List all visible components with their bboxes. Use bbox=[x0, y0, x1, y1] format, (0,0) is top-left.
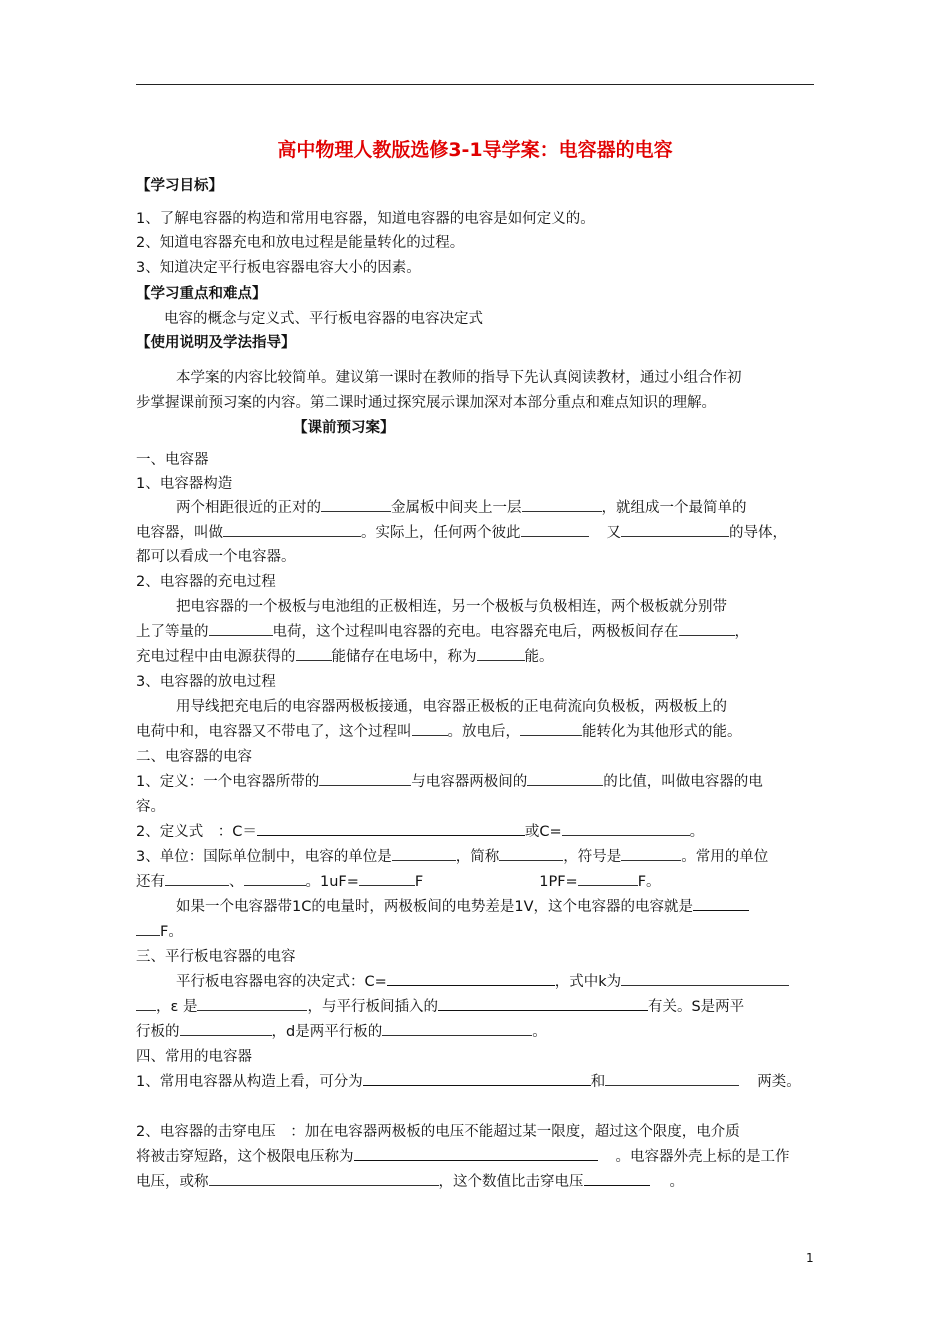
goal-item: 3、知道决定平行板电容器电容大小的因素。 bbox=[136, 260, 421, 276]
section-2-heading: 二、电容器的电容 bbox=[136, 749, 252, 765]
paragraph-line: 2、电容器的击穿电压 ：加在电容器两极板的电压不能超过某一限度，超过这个限度，电介质 bbox=[136, 1124, 740, 1140]
blank[interactable] bbox=[359, 871, 415, 886]
text: 电荷中和，电容器又不带电了，这个过程叫 bbox=[136, 724, 412, 740]
blank[interactable] bbox=[319, 771, 411, 786]
paragraph-line: 把电容器的一个极板与电池组的正极相连，另一个极板与负极相连，两个极板就分别带 bbox=[176, 599, 727, 615]
preview-heading: 【课前预习案】 bbox=[293, 420, 395, 436]
document-title: 高中物理人教版选修3-1导学案：电容器的电容 bbox=[277, 139, 673, 161]
text: 有关。S是两平 bbox=[647, 999, 745, 1015]
text: 、 bbox=[229, 874, 244, 890]
blank[interactable] bbox=[382, 1021, 532, 1036]
paragraph-line bbox=[176, 896, 816, 918]
text: ，式中k为 bbox=[554, 974, 622, 990]
blank[interactable] bbox=[223, 522, 361, 537]
text: 两个相距很近的正对的 bbox=[176, 500, 321, 516]
usage-line: 步掌握课前预习案的内容。第二课时通过探究展示课加深对本部分重点和难点知识的理解。 bbox=[136, 395, 716, 411]
goals-heading: 【学习目标】 bbox=[136, 178, 223, 194]
text: ，这个数值比击穿电压 bbox=[438, 1174, 584, 1190]
text: 和 bbox=[590, 1074, 606, 1090]
text: 能转化为其他形式的能。 bbox=[582, 724, 742, 740]
text: 或C= bbox=[524, 824, 562, 840]
blank[interactable] bbox=[438, 996, 648, 1011]
text: F。 bbox=[637, 874, 661, 890]
text: ，就组成一个最简单的 bbox=[601, 500, 747, 516]
blank[interactable] bbox=[180, 1021, 272, 1036]
blank[interactable] bbox=[520, 721, 582, 736]
text: ，简称 bbox=[455, 849, 500, 865]
paragraph-line: 容。 bbox=[136, 799, 165, 815]
blank[interactable] bbox=[296, 646, 332, 661]
blank[interactable] bbox=[527, 771, 603, 786]
text: 平行板电容器电容的决定式：C= bbox=[176, 974, 387, 990]
text: 1、常用电容器从构造上看，可分为 bbox=[136, 1074, 363, 1090]
blank[interactable] bbox=[165, 871, 229, 886]
text: ， bbox=[734, 624, 749, 640]
text: 。常用的单位 bbox=[681, 849, 769, 865]
text: F bbox=[414, 874, 424, 890]
paragraph-line bbox=[136, 846, 816, 868]
blank[interactable] bbox=[136, 921, 160, 936]
text: 充电过程中由电源获得的 bbox=[136, 649, 296, 665]
text: 两类。 bbox=[757, 1074, 801, 1090]
subsection-heading: 1、电容器构造 bbox=[136, 476, 233, 492]
blank[interactable] bbox=[392, 846, 456, 861]
text: 将被击穿短路，这个极限电压称为 bbox=[136, 1149, 354, 1165]
paragraph-line bbox=[136, 996, 816, 1018]
blank[interactable] bbox=[562, 821, 690, 836]
text: 又 bbox=[606, 525, 621, 541]
blank[interactable] bbox=[605, 1071, 739, 1086]
text: 行板的 bbox=[136, 1024, 180, 1040]
blank[interactable] bbox=[412, 721, 448, 736]
blank[interactable] bbox=[584, 1171, 650, 1186]
subsection-heading: 3、电容器的放电过程 bbox=[136, 674, 276, 690]
paragraph-line bbox=[136, 1021, 816, 1043]
goal-item: 2、知道电容器充电和放电过程是能量转化的过程。 bbox=[136, 235, 465, 251]
paragraph-line bbox=[136, 1146, 816, 1168]
text: F。 bbox=[160, 924, 183, 940]
text: 1、定义：一个电容器所带的 bbox=[136, 774, 320, 790]
keypoints-heading: 【学习重点和难点】 bbox=[136, 286, 267, 302]
text: 电压，或称 bbox=[136, 1174, 209, 1190]
text: 电荷，这个过程叫电容器的充电。电容器充电后，两极板间存在 bbox=[272, 624, 679, 640]
text: 金属板中间夹上一层 bbox=[391, 500, 522, 516]
text: 电容器，叫做 bbox=[136, 525, 223, 541]
blank[interactable] bbox=[521, 522, 589, 537]
section-3-heading: 三、平行板电容器的电容 bbox=[136, 949, 296, 965]
blank[interactable] bbox=[387, 971, 555, 986]
keypoints-text: 电容的概念与定义式、平行板电容器的电容决定式 bbox=[164, 311, 483, 327]
paragraph-line bbox=[136, 821, 816, 843]
usage-heading: 【使用说明及学法指导】 bbox=[136, 335, 296, 351]
page-number: 1 bbox=[806, 1251, 814, 1265]
paragraph-line bbox=[136, 871, 816, 893]
blank[interactable] bbox=[257, 821, 525, 836]
text: ，d是两平行板的 bbox=[271, 1024, 383, 1040]
goal-item: 1、了解电容器的构造和常用电容器，知道电容器的电容是如何定义的。 bbox=[136, 211, 595, 227]
text: 3、单位：国际单位制中，电容的单位是 bbox=[136, 849, 392, 865]
blank[interactable] bbox=[477, 646, 525, 661]
paragraph-line bbox=[136, 1171, 816, 1193]
subsection-heading: 2、电容器的充电过程 bbox=[136, 574, 276, 590]
text: ，符号是 bbox=[563, 849, 622, 865]
blank[interactable] bbox=[321, 497, 391, 512]
text: 。 bbox=[689, 824, 705, 840]
text: 。 bbox=[669, 1174, 684, 1190]
text: 。实际上，任何两个彼此 bbox=[361, 525, 521, 541]
paragraph-line bbox=[136, 646, 816, 668]
blank[interactable] bbox=[244, 871, 306, 886]
paragraph-line bbox=[136, 522, 816, 544]
text: 的比值，叫做电容器的电 bbox=[603, 774, 763, 790]
text: 。电容器外壳上标的是工作 bbox=[615, 1149, 790, 1165]
text: 的导体， bbox=[729, 525, 787, 541]
blank[interactable] bbox=[209, 1171, 439, 1186]
text: ，ε 是 bbox=[156, 999, 198, 1015]
paragraph-line bbox=[136, 921, 816, 943]
blank[interactable] bbox=[621, 971, 789, 986]
text: 。1uF= bbox=[305, 874, 359, 890]
text: 能储存在电场中，称为 bbox=[331, 649, 477, 665]
paragraph-line bbox=[136, 621, 816, 643]
text: ，与平行板间插入的 bbox=[307, 999, 438, 1015]
text: 2、定义式 ：C＝ bbox=[136, 824, 257, 840]
blank[interactable] bbox=[621, 522, 729, 537]
blank[interactable] bbox=[499, 846, 563, 861]
text: 。 bbox=[532, 1024, 547, 1040]
blank[interactable] bbox=[136, 996, 156, 1011]
blank[interactable] bbox=[209, 621, 273, 636]
paragraph-line bbox=[136, 771, 816, 793]
paragraph-line bbox=[176, 497, 816, 519]
paragraph-line: 用导线把充电后的电容器两极板接通，电容器正极板的正电荷流向负极板，两极板上的 bbox=[176, 699, 727, 715]
paragraph-line bbox=[176, 971, 816, 993]
section-1-heading: 一、电容器 bbox=[136, 452, 209, 468]
blank[interactable] bbox=[197, 996, 307, 1011]
blank[interactable] bbox=[578, 871, 638, 886]
text: 1PF= bbox=[539, 874, 578, 890]
paragraph-line: 都可以看成一个电容器。 bbox=[136, 549, 296, 565]
section-4-heading: 四、常用的电容器 bbox=[136, 1049, 252, 1065]
text: 如果一个电容器带1C的电量时，两极板间的电势差是1V，这个电容器的电容就是 bbox=[176, 899, 693, 915]
blank[interactable] bbox=[621, 846, 681, 861]
text: 上了等量的 bbox=[136, 624, 209, 640]
header-rule bbox=[136, 84, 814, 85]
text: 。放电后， bbox=[447, 724, 520, 740]
blank[interactable] bbox=[679, 621, 735, 636]
text: 能。 bbox=[524, 649, 554, 665]
text: 与电容器两极间的 bbox=[411, 774, 528, 790]
blank[interactable] bbox=[354, 1146, 598, 1161]
paragraph-line bbox=[136, 1071, 816, 1093]
usage-line: 本学案的内容比较简单。建议第一课时在教师的指导下先认真阅读教材，通过小组合作初 bbox=[176, 370, 742, 386]
blank[interactable] bbox=[363, 1071, 591, 1086]
paragraph-line bbox=[136, 721, 816, 743]
blank[interactable] bbox=[693, 896, 749, 911]
blank[interactable] bbox=[522, 497, 602, 512]
text: 还有 bbox=[136, 874, 165, 890]
